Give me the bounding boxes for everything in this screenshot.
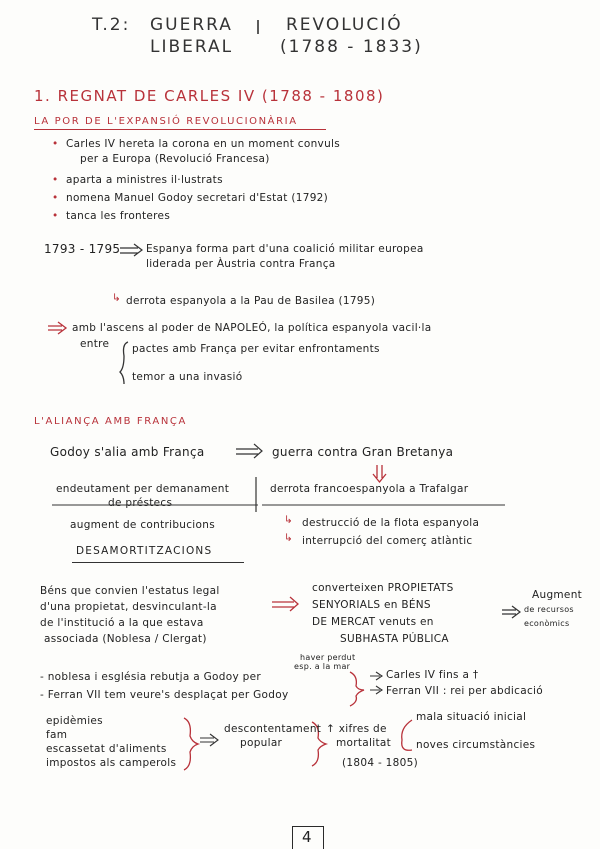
war-line-1: Espanya forma part d'una coalició militar europea <box>146 243 424 255</box>
napoleo-entre: entre <box>80 338 110 350</box>
descontentament-1: descontentament <box>224 723 322 735</box>
bullet-icon: • <box>52 192 59 204</box>
augment-line-2: de recursos <box>524 605 574 614</box>
mala-situacio: mala situació inicial <box>416 711 527 723</box>
sub-arrow-icon: ↳ <box>284 532 294 544</box>
napoleo-option-2: temor a una invasió <box>132 371 243 383</box>
page-number: 4 <box>302 828 312 846</box>
bullet-icon: • <box>52 210 59 222</box>
sub-arrow-icon: ↳ <box>284 514 294 526</box>
augment-line-1: Augment <box>532 589 583 601</box>
sub-arrow-icon: ↳ <box>112 292 122 304</box>
consequence-comerc: interrupció del comerç atlàntic <box>302 535 473 547</box>
noblesa-note-2: esp. a la mar <box>294 662 351 671</box>
godoy-alianca: Godoy s'alia amb França <box>50 445 205 459</box>
ferran-rei: Ferran VII : rei per abdicació <box>386 685 543 697</box>
title-word-liberal: LIBERAL <box>150 37 234 57</box>
title-word-guerra: GUERRA <box>150 15 233 35</box>
augment-line-3: econòmics <box>524 619 570 628</box>
epidemies-line-2: fam <box>46 729 68 741</box>
noblesa-note-1: haver perdut <box>300 653 356 662</box>
descontentament-2: popular <box>240 737 283 749</box>
xifres-2: mortalitat <box>336 737 392 749</box>
xifres-1: ↑ xifres de <box>326 723 387 735</box>
bullet-ministres: aparta a ministres il·lustrats <box>66 174 223 186</box>
bullet-carles-l2: per a Europa (Revolució Francesa) <box>80 153 270 165</box>
title-dates: (1788 - 1833) <box>280 37 423 57</box>
war-line-2: liderada per Àustria contra França <box>146 258 336 270</box>
desamortitzacions: DESAMORTITZACIONS <box>76 545 213 557</box>
def-line-2: d'una propietat, desvinculant-la <box>40 601 217 613</box>
epidemies-line-3: escassetat d'aliments <box>46 743 167 755</box>
guerra-gran-bretanya: guerra contra Gran Bretanya <box>272 445 454 459</box>
defeat-basilea: derrota espanyola a la Pau de Basilea (1795) <box>126 295 376 307</box>
conv-line-3: DE MERCAT venuts en <box>312 616 434 628</box>
epidemies-line-4: impostos als camperols <box>46 757 177 769</box>
debt-line-1: endeutament per demanament <box>56 483 230 495</box>
def-line-1: Béns que convien l'estatus legal <box>40 585 220 597</box>
noblesa-rebuig: - noblesa i església rebutja a Godoy per <box>40 671 261 683</box>
bullet-icon: • <box>52 174 59 186</box>
conv-line-4: SUBHASTA PÚBLICA <box>340 633 449 645</box>
consequence-flota: destrucció de la flota espanyola <box>302 517 480 529</box>
debt-line-3: augment de contribucions <box>70 519 215 531</box>
title-prefix: T.2: <box>92 15 131 35</box>
bullet-godoy: nomena Manuel Godoy secretari d'Estat (1792) <box>66 192 329 204</box>
bullet-icon: • <box>52 138 59 150</box>
def-line-3: de l'institució a la que estava <box>40 617 204 629</box>
ferran-desplacat: - Ferran VII tem veure's desplaçat per Godoy <box>40 689 289 701</box>
xifres-3: (1804 - 1805) <box>342 757 419 769</box>
trafalgar: derrota francoespanyola a Trafalgar <box>270 483 469 495</box>
bullet-carles-l1: Carles IV hereta la corona en un moment convuls <box>66 138 341 150</box>
carles-fins: Carles IV fins a † <box>386 669 479 681</box>
war-dates: 1793 - 1795 <box>44 242 121 256</box>
conv-line-1: converteixen PROPIETATS <box>312 582 454 594</box>
bullet-fronteres: tanca les fronteres <box>66 210 171 222</box>
debt-line-2: de préstecs <box>108 497 173 509</box>
napoleo-line: amb l'ascens al poder de NAPOLEÓ, la política espanyola vacil·la <box>72 322 432 334</box>
section1-heading: 1. REGNAT DE CARLES IV (1788 - 1808) <box>34 87 385 105</box>
desam-underline <box>72 562 244 563</box>
napoleo-option-1: pactes amb França per evitar enfrontaments <box>132 343 380 355</box>
title-word-revolucio: REVOLUCIÓ <box>286 15 403 35</box>
section1-subheading: LA POR DE L'EXPANSIÓ REVOLUCIONÀRIA <box>34 116 298 127</box>
section2-heading: L'ALIANÇA AMB FRANÇA <box>34 416 187 427</box>
conv-line-2: SENYORIALS en BÉNS <box>312 599 431 611</box>
epidemies-line-1: epidèmies <box>46 715 103 727</box>
subheading-underline <box>34 129 326 130</box>
def-line-4: associada (Noblesa / Clergat) <box>44 633 207 645</box>
noves-circumstancies: noves circumstàncies <box>416 739 536 751</box>
